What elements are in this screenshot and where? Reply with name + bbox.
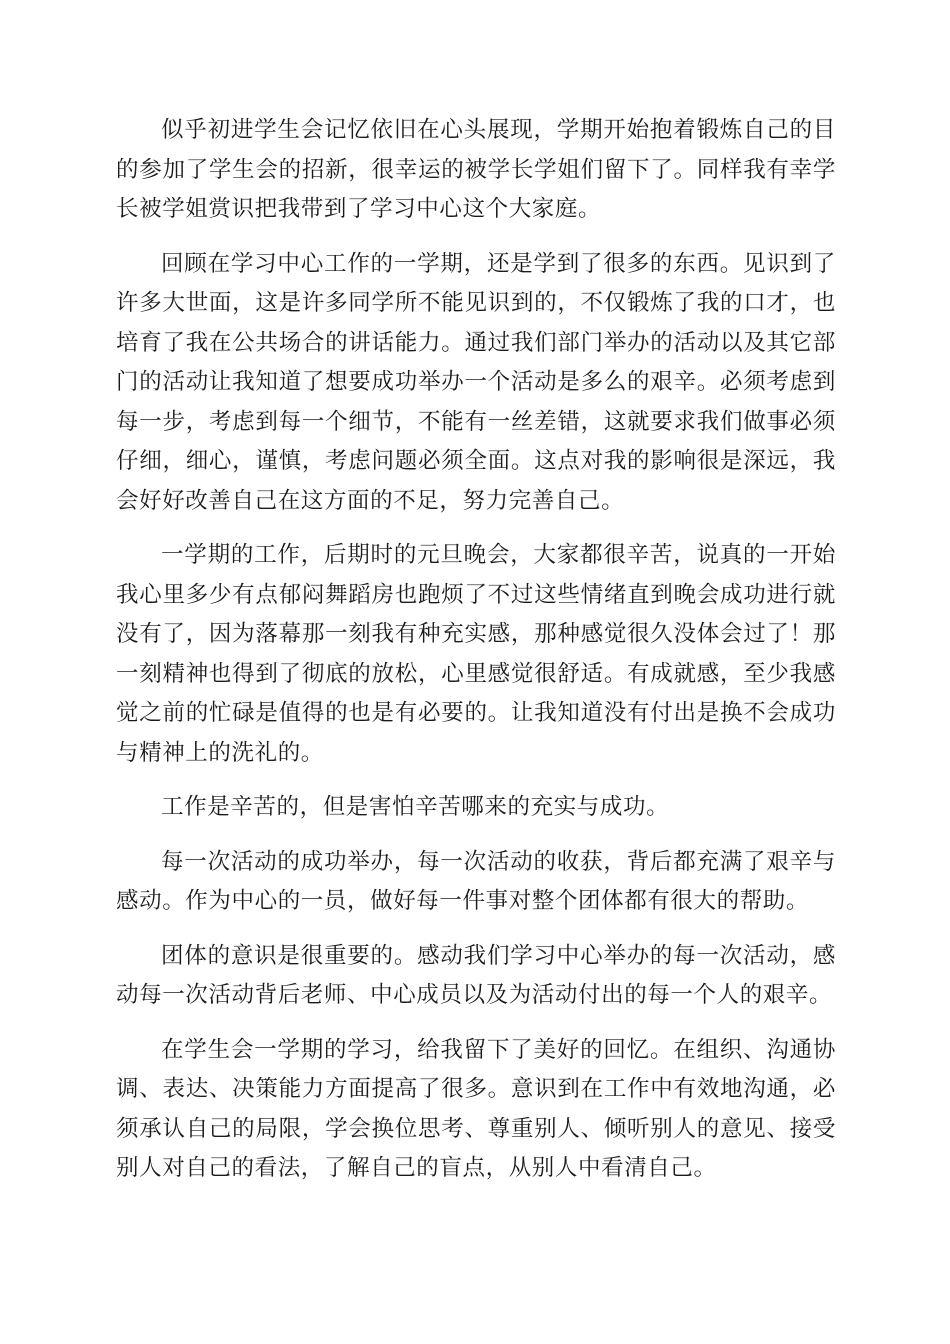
paragraph-3: 一学期的工作，后期时的元旦晚会，大家都很辛苦，说真的一开始我心里多少有点郁闷舞蹈房也跑烦了不过这些情绪直到晚会成功进行就没有了，因为落幕那一刻我有种充实感，那种感觉很久没体会过了！那一刻精神也得到了彻底的放松，心里感觉很舒适。有成就感，至少我感觉之前的忙碌是值得的也是有必要的。让我知道没有付出是换不会成功与精神上的洗礼的。	[116, 542, 836, 766]
paragraph-5: 每一次活动的成功举办，每一次活动的收获，背后都充满了艰辛与感动。作为中心的一员，做好每一件事对整个团体都有很大的帮助。	[116, 848, 836, 914]
paragraph-6: 团体的意识是很重要的。感动我们学习中心举办的每一次活动，感动每一次活动背后老师、中心成员以及为活动付出的每一个人的艰辛。	[116, 942, 836, 1008]
paragraph-2: 回顾在学习中心工作的一学期，还是学到了很多的东西。见识到了许多大世面，这是许多同学所不能见识到的，不仅锻炼了我的口才，也培育了我在公共场合的讲话能力。通过我们部门举办的活动以及其它部门的活动让我知道了想要成功举办一个活动是多么的艰辛。必须考虑到每一步，考虑到每一个细节，不能有一丝差错，这就要求我们做事必须仔细，细心，谨慎，考虑问题必须全面。这点对我的影响很是深远，我会好好改善自己在这方面的不足，努力完善自己。	[116, 250, 836, 514]
paragraph-1: 似乎初进学生会记忆依旧在心头展现，学期开始抱着锻炼自己的目的参加了学生会的招新，很幸运的被学长学姐们留下了。同样我有幸学长被学姐赏识把我带到了学习中心这个大家庭。	[116, 117, 836, 222]
paragraph-4: 工作是辛苦的，但是害怕辛苦哪来的充实与成功。	[161, 794, 670, 820]
document-body	[116, 111, 836, 1204]
paragraph-7: 在学生会一学期的学习，给我留下了美好的回忆。在组织、沟通协调、表达、决策能力方面提高了很多。意识到在工作中有效地沟通，必须承认自己的局限，学会换位思考、尊重别人、倾听别人的意见、接受别人对自己的看法，了解自己的盲点，从别人中看清自己。	[116, 1036, 836, 1181]
